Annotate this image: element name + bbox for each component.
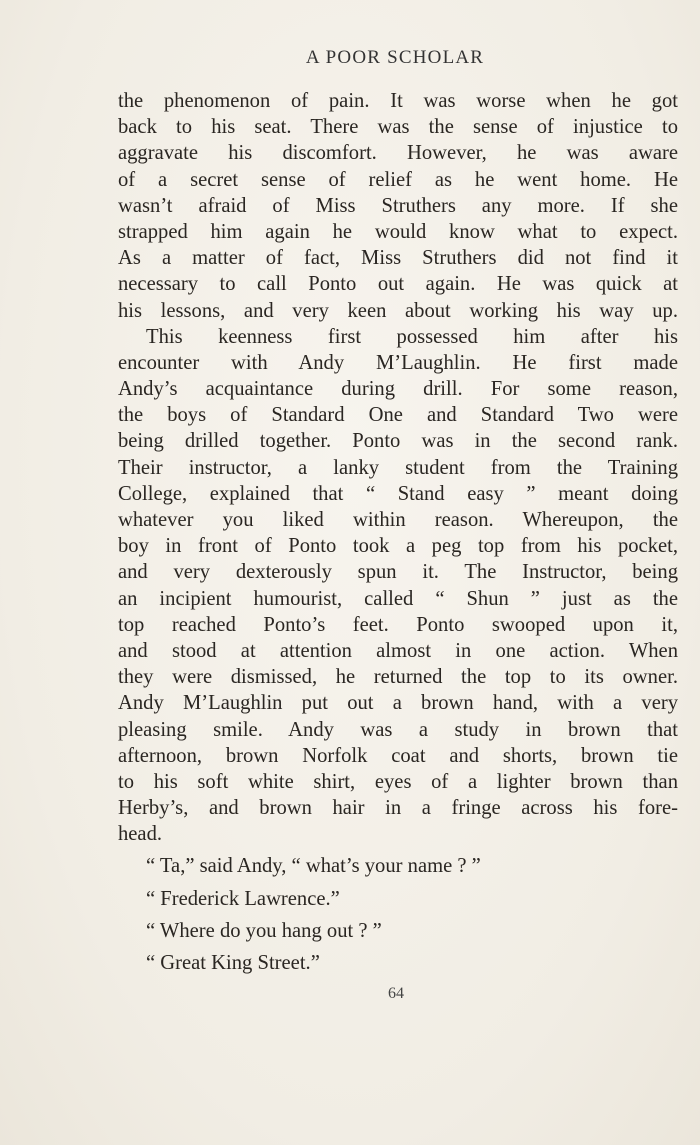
body-text [118,88,678,976]
text-line: encounter with Andy M’Laughlin. He first made [118,351,678,374]
text-line: strapped him again he would know what to expect. [118,220,678,243]
running-head: A POOR SCHOLAR [305,47,485,68]
text-line: to his soft white shirt, eyes of a lighter brown than [118,770,678,793]
dialogue [118,853,678,976]
text-line: the boys of Standard One and Standard Two were [118,404,678,427]
text-line: As a matter of fact, Miss Struthers did not find it [118,247,678,270]
text-line: and stood at attention almost in one action. When [118,639,678,662]
text-line: necessary to call Ponto out again. He was quick at [118,273,678,296]
paragraph-2 [118,324,678,848]
text-line: top reached Ponto’s feet. Ponto swooped upon it, [118,613,678,636]
text-line: This keenness first possessed him after his [146,325,678,348]
text-line: head. [118,823,163,846]
text-line: back to his seat. There was the sense of injustice to [118,116,678,139]
text-line: College, explained that “ Stand easy ” meant doing [118,482,678,505]
dialogue-line: “ Frederick Lawrence.” [146,887,340,910]
dialogue-line: “ Great King Street.” [146,952,320,974]
text-line: of a secret sense of relief as he went home. He [118,168,678,191]
text-line: they were dismissed, he returned the top to its owner. [118,666,678,689]
text-line: aggravate his discomfort. However, he was aware [118,142,678,165]
text-line: Their instructor, a lanky student from the Training [118,456,678,479]
text-line: the phenomenon of pain. It was worse when he got [118,90,678,112]
dialogue-line: “ Where do you hang out ? ” [146,919,382,942]
text-line: Andy M’Laughlin put out a brown hand, with a very [118,692,678,715]
text-line: an incipient humourist, called “ Shun ” just as the [118,587,678,610]
text-line: Herby’s, and brown hair in a fringe across his fore- [118,797,678,820]
text-line: Andy’s acquaintance during drill. For some reason, [118,378,678,401]
text-line: afternoon, brown Norfolk coat and shorts, brown tie [118,744,678,767]
text-line: his lessons, and very keen about working his way up. [118,299,678,322]
dialogue-line: “ Ta,” said Andy, “ what’s your name ? ” [146,855,481,878]
text-line: being drilled together. Ponto was in the second rank. [118,430,678,453]
text-line: and very dexterously spun it. The Instructor, being [118,561,678,584]
text-line: whatever you liked within reason. Whereupon, the [118,509,678,531]
text-line: wasn’t afraid of Miss Struthers any more. If she [118,194,678,217]
text-line: pleasing smile. Andy was a study in brown that [118,718,678,741]
page-number: 64 [388,985,404,1002]
paragraph-1 [118,88,678,324]
text-line: boy in front of Ponto took a peg top from his pocket, [118,535,678,558]
